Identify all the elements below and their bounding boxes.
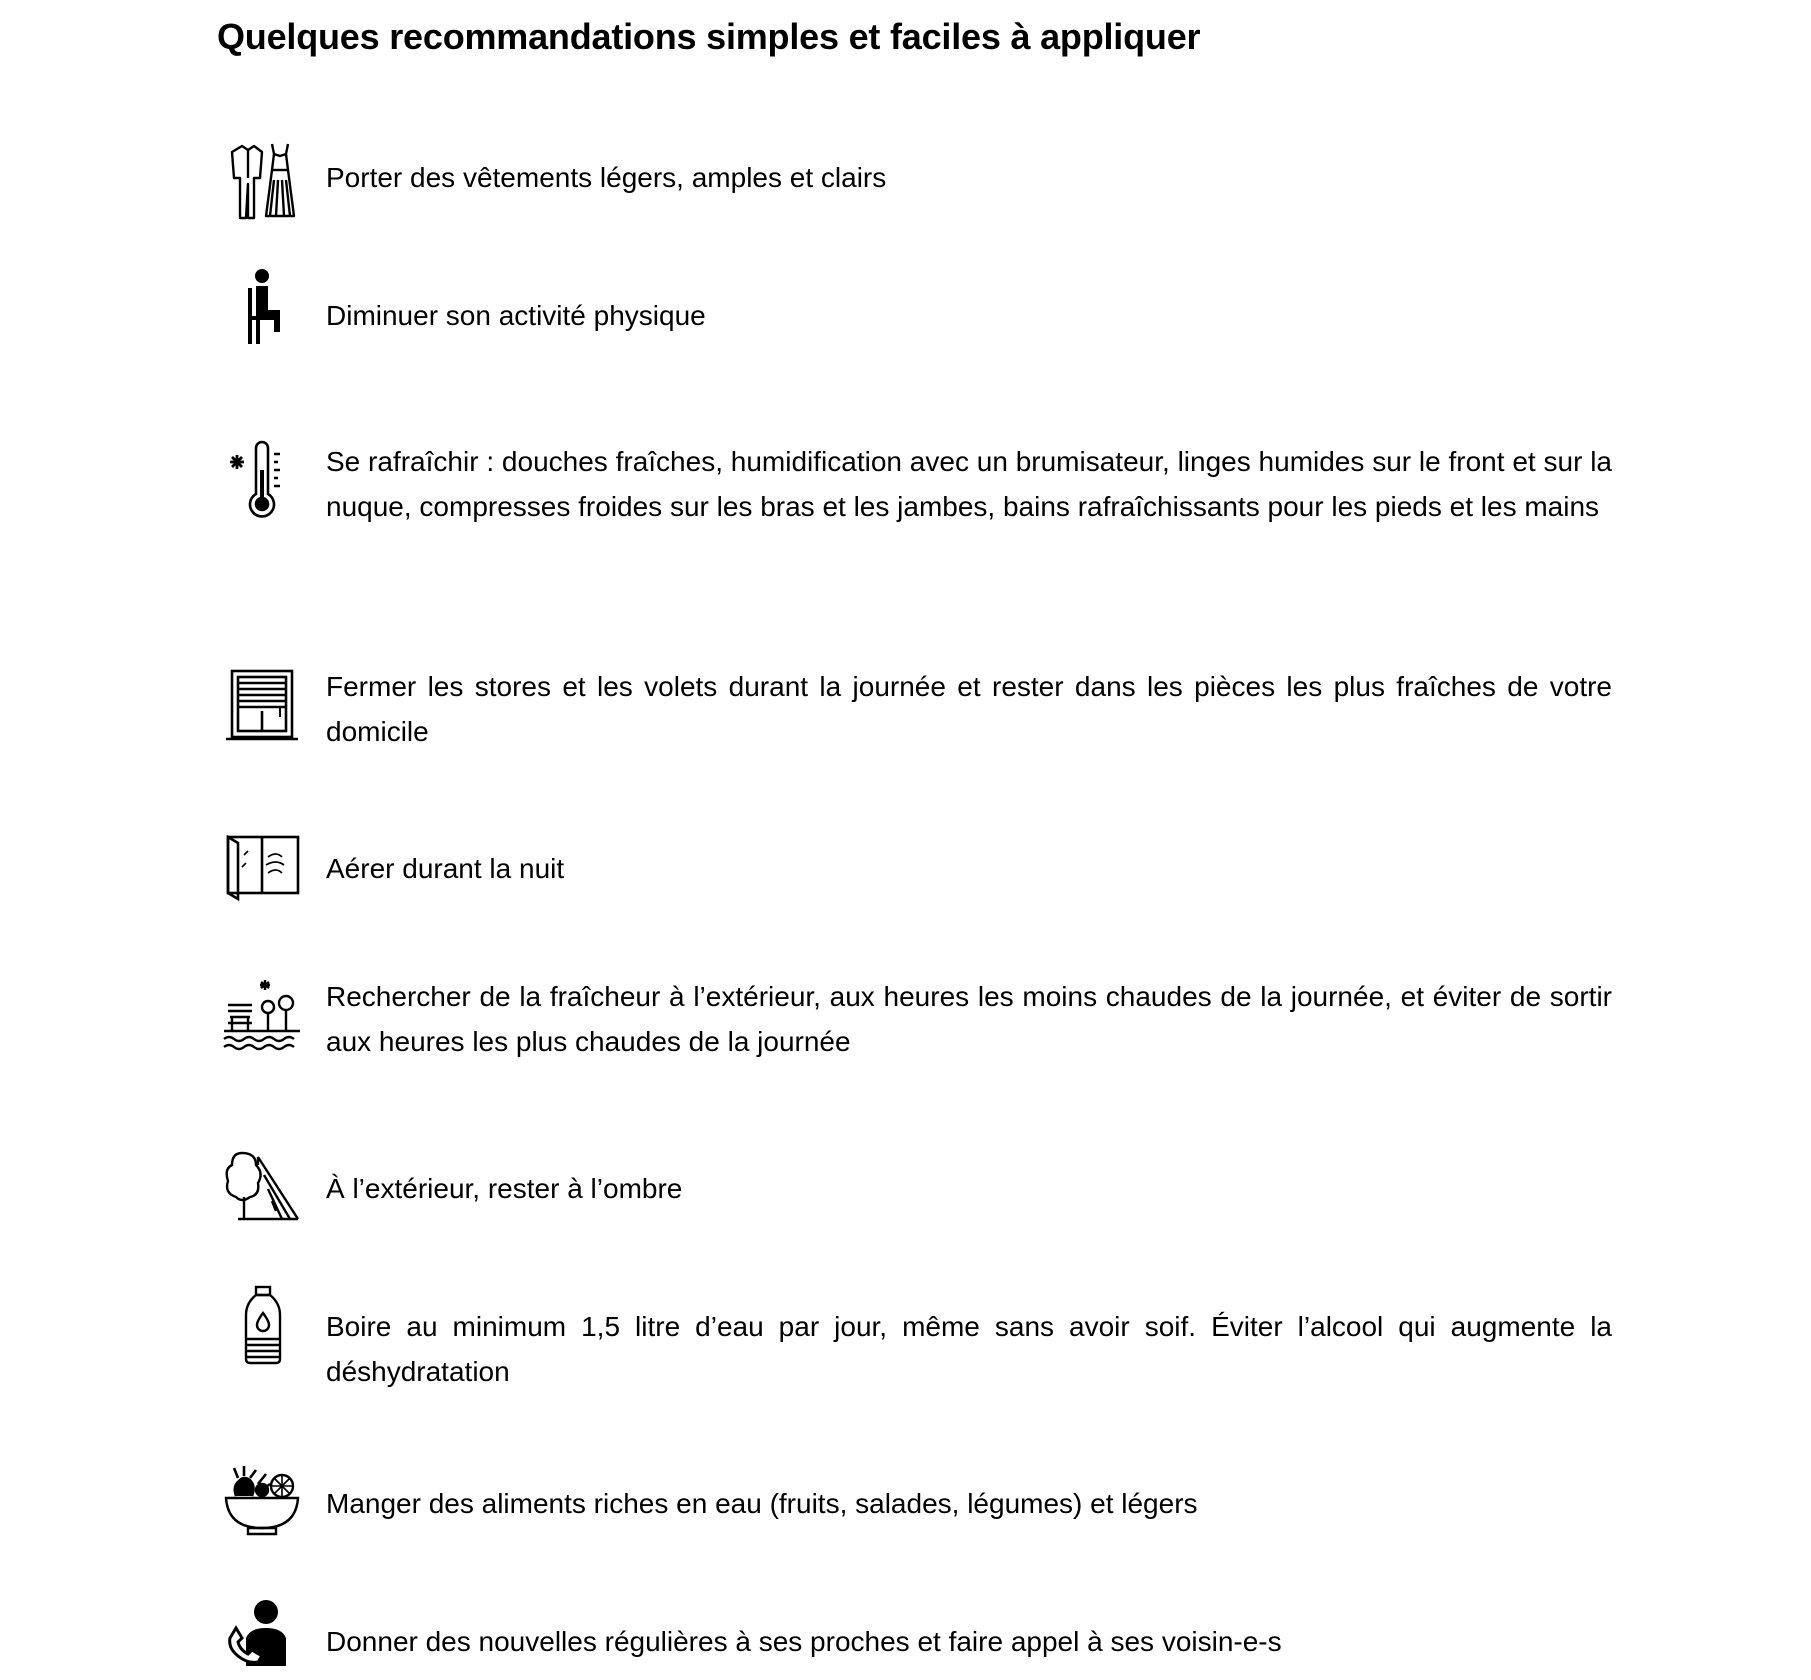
recommendation-text: Boire au minimum 1,5 litre d’eau par jour, même sans avoir soif. Éviter l’alcool qui augmente la déshydratation xyxy=(326,1311,1612,1387)
page-title: Quelques recommandations simples et faciles à appliquer xyxy=(217,16,1201,57)
park-lake-icon xyxy=(222,975,304,1057)
seated-person-icon xyxy=(222,266,304,348)
recommendation-text: Rechercher de la fraîcheur à l’extérieur, aux heures les moins chaudes de la journée, et éviter de sortir aux heures les plus chaudes de la journée xyxy=(326,981,1612,1057)
recommendation-text: À l’extérieur, rester à l’ombre xyxy=(326,1173,683,1204)
salad-bowl-icon xyxy=(222,1460,304,1542)
phone-call-person-icon xyxy=(222,1598,304,1680)
recommendation-text: Aérer durant la nuit xyxy=(326,853,565,884)
window-blinds-icon xyxy=(222,665,304,747)
recommendation-text: Porter des vêtements légers, amples et clairs xyxy=(326,162,887,193)
clothing-icon xyxy=(222,140,304,222)
recommendation-text: Fermer les stores et les volets durant la journée et rester dans les pièces les plus fraîches de votre domicile xyxy=(326,671,1612,747)
recommendation-text: Se rafraîchir : douches fraîches, humidification avec un brumisateur, linges humides sur le front et sur la nuque, compresses froides sur les bras et les jambes, bains rafraîchissants pour les pieds et les mains xyxy=(326,446,1612,522)
tree-shade-icon xyxy=(222,1145,304,1227)
water-bottle-icon xyxy=(222,1285,304,1367)
recommendation-text: Donner des nouvelles régulières à ses proches et faire appel à ses voisin-e-s xyxy=(326,1626,1282,1657)
cold-thermometer-icon xyxy=(222,440,304,522)
recommendation-text: Manger des aliments riches en eau (fruits, salades, légumes) et légers xyxy=(326,1488,1198,1519)
open-window-icon xyxy=(222,825,304,907)
recommendation-text: Diminuer son activité physique xyxy=(326,300,706,331)
